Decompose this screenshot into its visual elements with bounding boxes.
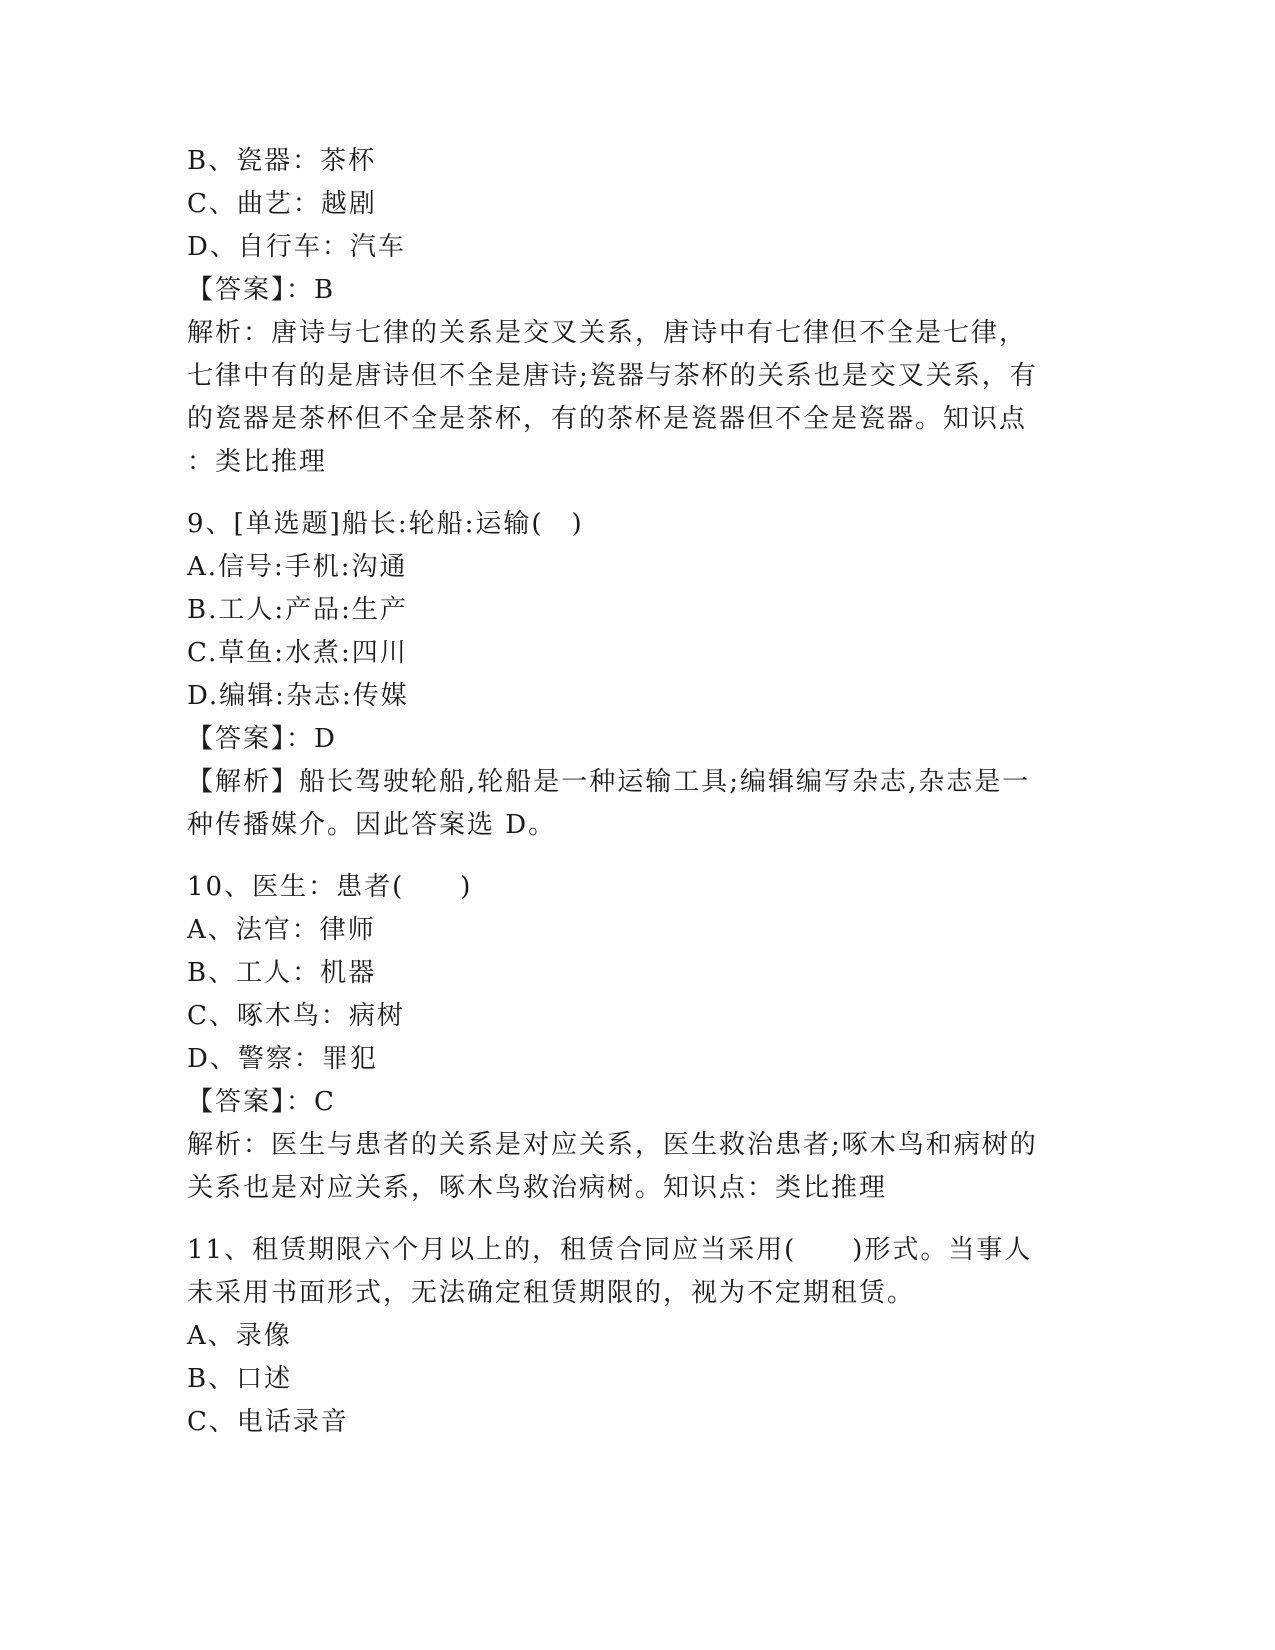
option-c: C、啄木鸟：病树	[187, 1001, 405, 1031]
question-title: 10、医生：患者( )	[187, 872, 473, 902]
answer-line: 【答案】：D	[187, 724, 337, 754]
option-c: C、电话录音	[187, 1407, 349, 1437]
option-c: C.草鱼:水煮:四川	[187, 638, 408, 668]
question-block-9	[187, 503, 1087, 847]
question-title-cont: 未采用书面形式，无法确定租赁期限的，视为不定期租赁。	[187, 1278, 916, 1308]
analysis-line: 【解析】船长驾驶轮船,轮船是一种运输工具;编辑编写杂志,杂志是一	[187, 767, 1031, 797]
analysis-line: 解析：医生与患者的关系是对应关系，医生救治患者;啄木鸟和病树的	[187, 1130, 1038, 1160]
option-b: B.工人:产品:生产	[187, 595, 408, 625]
option-a: A.信号:手机:沟通	[187, 552, 408, 582]
option-a: A、录像	[187, 1321, 292, 1351]
option-b: B、口述	[187, 1364, 293, 1394]
analysis-line: ：类比推理	[187, 447, 328, 477]
document-page	[187, 140, 1087, 1444]
option-a: A、法官：律师	[187, 915, 376, 945]
analysis-line: 关系也是对应关系，啄木鸟救治病树。知识点：类比推理	[187, 1173, 888, 1203]
option-b: B、瓷器：茶杯	[187, 146, 377, 176]
option-d: D、警察：罪犯	[187, 1044, 378, 1074]
analysis-line: 的瓷器是茶杯但不全是茶杯，有的茶杯是瓷器但不全是瓷器。知识点	[187, 404, 1028, 434]
question-block-prev	[187, 140, 1087, 484]
analysis-line: 种传播媒介。因此答案选 D。	[187, 810, 557, 840]
answer-line: 【答案】：C	[187, 1087, 336, 1117]
question-block-10	[187, 866, 1087, 1210]
analysis-line: 七律中有的是唐诗但不全是唐诗;瓷器与茶杯的关系也是交叉关系，有	[187, 361, 1038, 391]
question-title: 11、租赁期限六个月以上的，租赁合同应当采用( )形式。当事人	[187, 1235, 1033, 1265]
question-title: 9、[单选题]船长:轮船:运输( )	[187, 509, 584, 539]
option-d: D.编辑:杂志:传媒	[187, 681, 409, 711]
option-b: B、工人：机器	[187, 958, 377, 988]
analysis-line: 解析：唐诗与七律的关系是交叉关系，唐诗中有七律但不全是七律，	[187, 318, 1028, 348]
answer-line: 【答案】：B	[187, 275, 336, 305]
option-c: C、曲艺：越剧	[187, 189, 377, 219]
option-d: D、自行车：汽车	[187, 232, 406, 262]
question-block-11	[187, 1229, 1087, 1444]
